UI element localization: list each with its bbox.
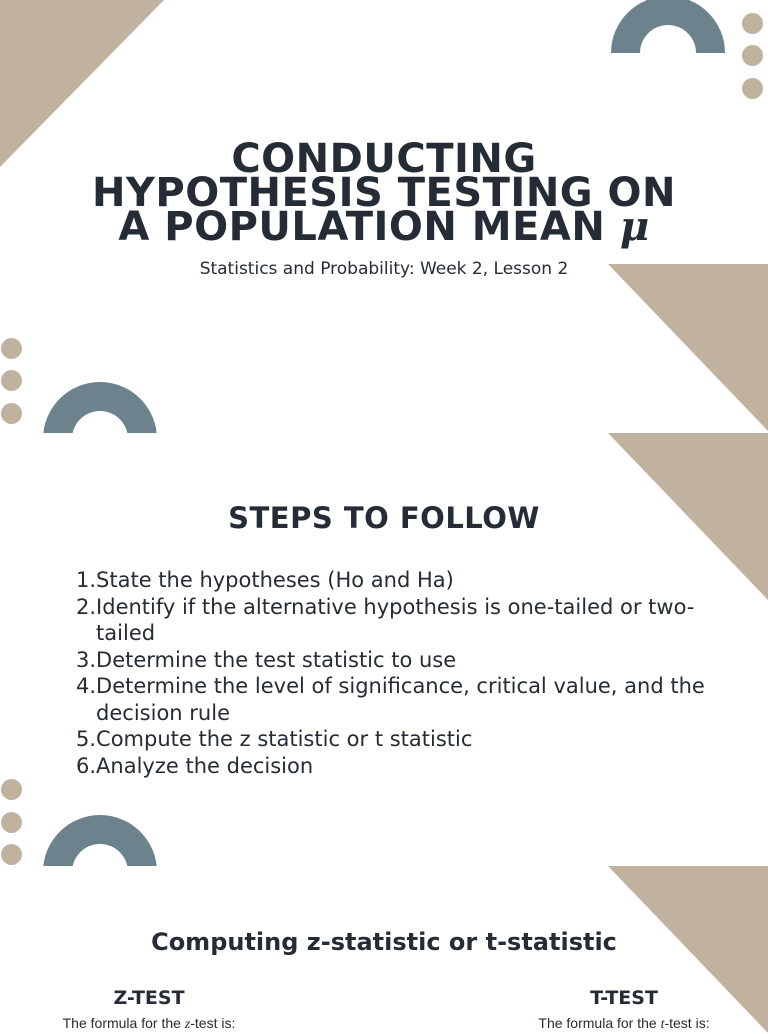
step-number: 2. [76, 594, 97, 619]
formula-variable: t [660, 1017, 665, 1032]
list-item [76, 567, 716, 594]
decorative-dot [1, 403, 22, 424]
steps-slide [0, 433, 768, 866]
t-test-column [504, 986, 744, 1034]
z-test-formula-caption [29, 1014, 269, 1034]
step-number: 6. [76, 753, 97, 778]
steps-heading: STEPS TO FOLLOW [228, 501, 540, 535]
list-item [76, 753, 716, 780]
z-test-column [29, 986, 269, 1034]
decorative-dot [1, 370, 22, 391]
step-number: 5. [76, 727, 97, 751]
list-item [76, 726, 716, 753]
steps-list [76, 567, 716, 779]
z-test-label: Z-TEST [113, 987, 185, 1009]
formula-slide [0, 866, 768, 1032]
presentation-subtitle: Statistics and Probability: Week 2, Lesson 2 [199, 259, 569, 279]
decorative-dot [742, 13, 763, 34]
formula-text: -test is: [190, 1015, 236, 1031]
formula-variable: z [184, 1017, 191, 1032]
t-test-formula-caption [504, 1014, 744, 1034]
step-text: Compute the z statistic or t statistic [96, 727, 473, 751]
decorative-arch [43, 382, 157, 439]
title-slide [0, 0, 768, 433]
step-text: Determine the level of significance, critical value, and the decision rule [96, 674, 705, 725]
mu-symbol: μ [619, 203, 650, 250]
step-number: 1. [76, 568, 97, 592]
list-item [76, 647, 716, 674]
decorative-dot [1, 844, 22, 865]
step-text: State the hypotheses (Ho and Ha) [96, 568, 454, 592]
formula-heading: Computing z-statistic or t-statistic [151, 928, 617, 956]
decorative-dot [742, 45, 763, 66]
formula-text: -test is: [664, 1015, 710, 1031]
formula-text: The formula for the [538, 1015, 661, 1031]
list-item [76, 673, 716, 726]
step-text: Analyze the decision [96, 753, 314, 778]
step-text: Identify if the alternative hypothesis is one-tailed or two-tailed [96, 594, 695, 645]
t-test-label: T-TEST [590, 987, 658, 1009]
step-number: 4. [76, 674, 97, 698]
presentation-title [84, 136, 684, 250]
decorative-dot [1, 812, 22, 833]
decorative-dot [742, 78, 763, 99]
title-text: CONDUCTING HYPOTHESIS TESTING ON A POPULATION MEAN [91, 136, 677, 250]
formula-text: The formula for the [62, 1015, 185, 1031]
step-text: Determine the test statistic to use [96, 647, 457, 672]
decorative-triangle [608, 264, 768, 431]
decorative-dot [1, 779, 22, 800]
step-number: 3. [76, 647, 97, 672]
decorative-arch [611, 0, 725, 53]
decorative-arch [43, 815, 157, 872]
list-item [76, 594, 716, 647]
decorative-dot [1, 338, 22, 359]
